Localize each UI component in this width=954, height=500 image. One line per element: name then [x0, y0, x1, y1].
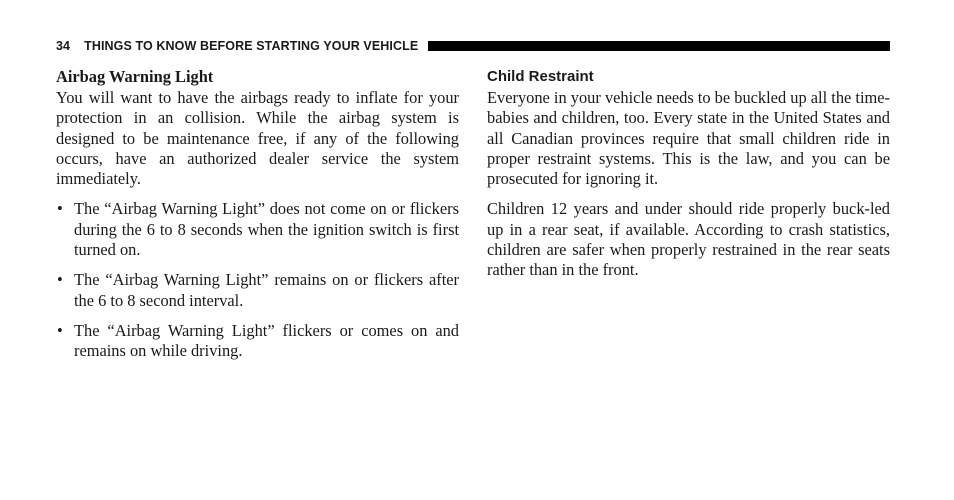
left-column: [56, 66, 459, 372]
right-column: [487, 66, 890, 281]
list-item: [56, 270, 459, 311]
page-header: [56, 38, 890, 54]
airbag-conditions-list: [56, 199, 459, 361]
bullet-marker: •: [57, 320, 63, 340]
airbag-warning-heading: Airbag Warning Light: [56, 67, 214, 86]
child-restraint-heading: Child Restraint: [487, 68, 594, 85]
list-item-text: The “Airbag Warning Light” does not come on or flickers during the 6 to 8 seconds when the ignition switch is first turned on.: [74, 199, 459, 260]
header-rule: [428, 41, 890, 51]
list-item: [56, 199, 459, 260]
list-item: [56, 321, 459, 362]
section-title: THINGS TO KNOW BEFORE STARTING YOUR VEHICLE: [84, 39, 419, 53]
list-item-text: The “Airbag Warning Light” remains on or flickers after the 6 to 8 second interval.: [74, 270, 459, 310]
page-number: 34: [56, 39, 71, 53]
bullet-marker: •: [57, 199, 63, 219]
child-restraint-paragraph-2: Children 12 years and under should ride properly buck-led up in a rear seat, if available. According to crash statistics, children are safer when properly restrained in the rear seats rather than in the front.: [487, 199, 890, 280]
list-item-text: The “Airbag Warning Light” flickers or comes on and remains on while driving.: [74, 320, 459, 361]
airbag-intro-paragraph: You will want to have the airbags ready to inflate for your protection in an collision. While the airbag system is designed to be maintenance free, if any of the following occurs, have an authorized dealer service the system immediately.: [56, 88, 459, 189]
bullet-marker: •: [57, 270, 63, 290]
child-restraint-paragraph-1: Everyone in your vehicle needs to be buckled up all the time-babies and children, too. Every state in the United States and all Canadian provinces require that small children ride in proper restraint systems. This is the law, and you can be prosecuted for ignoring it.: [487, 88, 890, 189]
